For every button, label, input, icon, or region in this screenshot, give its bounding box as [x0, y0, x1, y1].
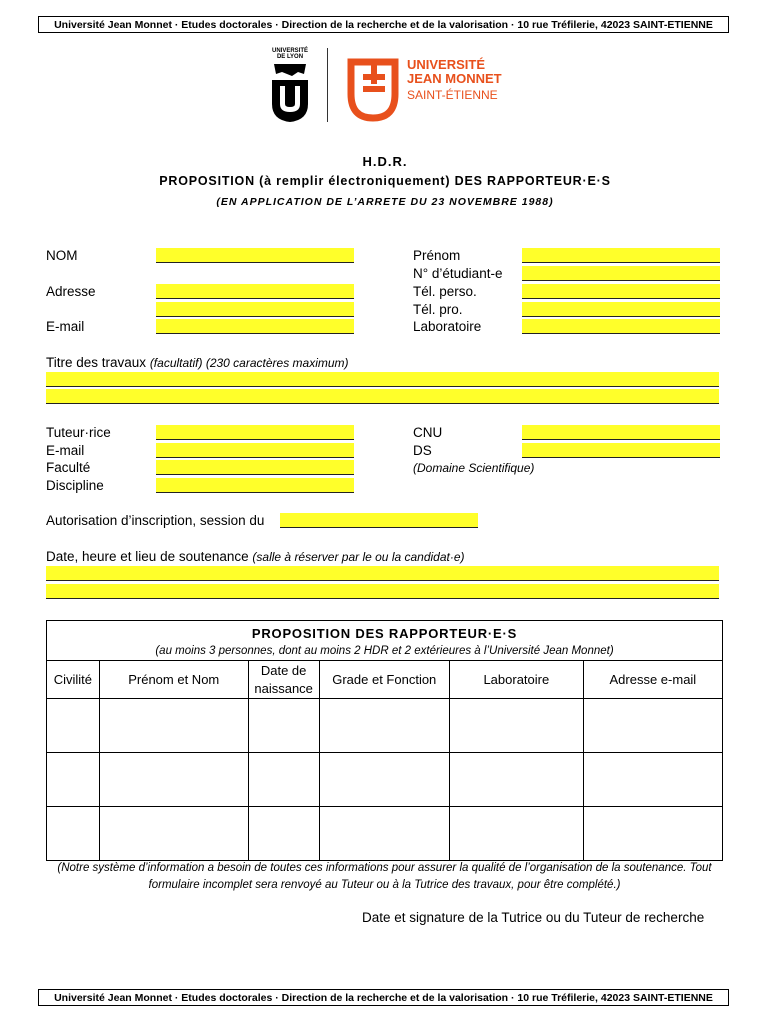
nom-label: NOM [46, 248, 78, 263]
civilite-cell[interactable] [47, 699, 100, 753]
tel-pro-input[interactable] [522, 302, 720, 317]
civilite-cell[interactable] [47, 807, 100, 861]
ujm-emblem-icon [345, 58, 401, 122]
tuteur-email-input[interactable] [156, 443, 354, 458]
logo-separator [327, 48, 328, 122]
discipline-label: Discipline [46, 478, 104, 493]
soutenance-input-line1[interactable] [46, 566, 719, 581]
laboratoire-cell[interactable] [450, 753, 584, 807]
laboratoire-cell[interactable] [450, 807, 584, 861]
autorisation-label: Autorisation d’inscription, session du [46, 513, 265, 528]
date-naissance-cell[interactable] [248, 699, 319, 753]
page-subtitle: PROPOSITION (à remplir électroniquement) DES RAPPORTEUR·E·S [159, 174, 611, 188]
signature-label: Date et signature de la Tutrice ou du Tuteur de recherche [362, 910, 705, 925]
civilite-cell[interactable] [47, 753, 100, 807]
bottom-banner: Université Jean Monnet · Etudes doctorales · Direction de la recherche et de la valorisation · 10 rue Tréfilerie, 42023 SAINT-ETIENNE [38, 989, 729, 1006]
soutenance-label [46, 549, 465, 564]
col-prenom-nom: Prénom et Nom [99, 661, 248, 699]
tuteur-label: Tuteur·rice [46, 425, 111, 440]
cnu-input[interactable] [522, 425, 720, 440]
email-label: E-mail [46, 319, 85, 334]
top-banner: Université Jean Monnet · Etudes doctorales · Direction de la recherche et de la valorisation · 10 rue Tréfilerie, 42023 SAINT-ETIENNE [38, 16, 729, 33]
tuteur-input[interactable] [156, 425, 354, 440]
col-date-naissance: Date de naissance [248, 661, 319, 699]
ujm-logo-line2: JEAN MONNET [407, 71, 502, 86]
prenom-nom-cell[interactable] [99, 807, 248, 861]
adresse-label: Adresse [46, 284, 96, 299]
rapporteurs-table [46, 620, 723, 861]
prenom-input[interactable] [522, 248, 720, 263]
col-adresse-email: Adresse e-mail [583, 661, 722, 699]
lyon-logo-line2: DE LYON [276, 54, 304, 60]
cnu-label: CNU [413, 425, 443, 440]
titre-travaux-label [46, 355, 349, 370]
table-row [47, 807, 723, 861]
laboratoire-label: Laboratoire [413, 319, 482, 334]
soutenance-text: Date, heure et lieu de soutenance [46, 549, 249, 564]
email-cell[interactable] [583, 753, 722, 807]
discipline-input[interactable] [156, 478, 354, 493]
num-etudiant-label: N° d’étudiant-e [413, 266, 503, 281]
date-naissance-cell[interactable] [248, 753, 319, 807]
email-input[interactable] [156, 319, 354, 334]
rapporteurs-title: PROPOSITION DES RAPPORTEUR·E·S [47, 621, 723, 643]
laboratoire-cell[interactable] [450, 699, 584, 753]
domaine-note: (Domaine Scientifique) [413, 461, 535, 475]
rapporteurs-subtitle: (au moins 3 personnes, dont au moins 2 HDR et 2 extérieures à l’Université Jean Monnet) [47, 643, 723, 661]
col-laboratoire: Laboratoire [450, 661, 584, 699]
date-naissance-cell[interactable] [248, 807, 319, 861]
ujm-logo-line1: UNIVERSITÉ [407, 57, 486, 72]
titre-travaux-input-line1[interactable] [46, 372, 719, 387]
tel-pro-label: Tél. pro. [413, 302, 463, 317]
faculte-input[interactable] [156, 460, 354, 475]
titre-travaux-hint: (facultatif) (230 caractères maximum) [149, 356, 349, 370]
col-grade-fonction: Grade et Fonction [319, 661, 449, 699]
titre-travaux-input-line2[interactable] [46, 389, 719, 404]
faculte-label: Faculté [46, 460, 91, 475]
tel-perso-label: Tél. perso. [413, 284, 477, 299]
nom-input[interactable] [156, 248, 354, 263]
adresse-input-line1[interactable] [156, 284, 354, 299]
titre-travaux-text: Titre des travaux [46, 355, 147, 370]
lyon-logo-line1: UNIVERSITÉ [271, 48, 308, 54]
footnote: (Notre système d’information a besoin de toutes ces informations pour assurer la qualité de l’organisation de la soutenance. Tout formulaire incomplet sera renvoyé au Tuteur ou à la Tutrice des travaux, pour être complété.) [57, 862, 712, 891]
email-cell[interactable] [583, 699, 722, 753]
soutenance-input-line2[interactable] [46, 584, 719, 599]
laboratoire-input[interactable] [522, 319, 720, 334]
table-row [47, 753, 723, 807]
tuteur-email-label: E-mail [46, 443, 85, 458]
grade-cell[interactable] [319, 699, 449, 753]
prenom-label: Prénom [413, 248, 461, 263]
table-row [47, 699, 723, 753]
email-cell[interactable] [583, 807, 722, 861]
prenom-nom-cell[interactable] [99, 753, 248, 807]
ujm-logo-line3: SAINT-ÉTIENNE [407, 88, 498, 102]
num-etudiant-input[interactable] [522, 266, 720, 281]
soutenance-hint: (salle à réserver par le ou la candidat·e) [252, 550, 465, 564]
col-civilite: Civilité [47, 661, 100, 699]
ds-label: DS [413, 443, 432, 458]
prenom-nom-cell[interactable] [99, 699, 248, 753]
adresse-input-line2[interactable] [156, 302, 354, 317]
page-note: (EN APPLICATION DE L’ARRETE DU 23 NOVEMBRE 1988) [216, 196, 554, 208]
ds-input[interactable] [522, 443, 720, 458]
tel-perso-input[interactable] [522, 284, 720, 299]
universite-de-lyon-logo [268, 48, 312, 124]
grade-cell[interactable] [319, 753, 449, 807]
ujm-logo [345, 58, 545, 122]
grade-cell[interactable] [319, 807, 449, 861]
lion-shield-icon [268, 60, 312, 124]
autorisation-session-input[interactable] [280, 513, 478, 528]
page-title: H.D.R. [362, 154, 408, 169]
